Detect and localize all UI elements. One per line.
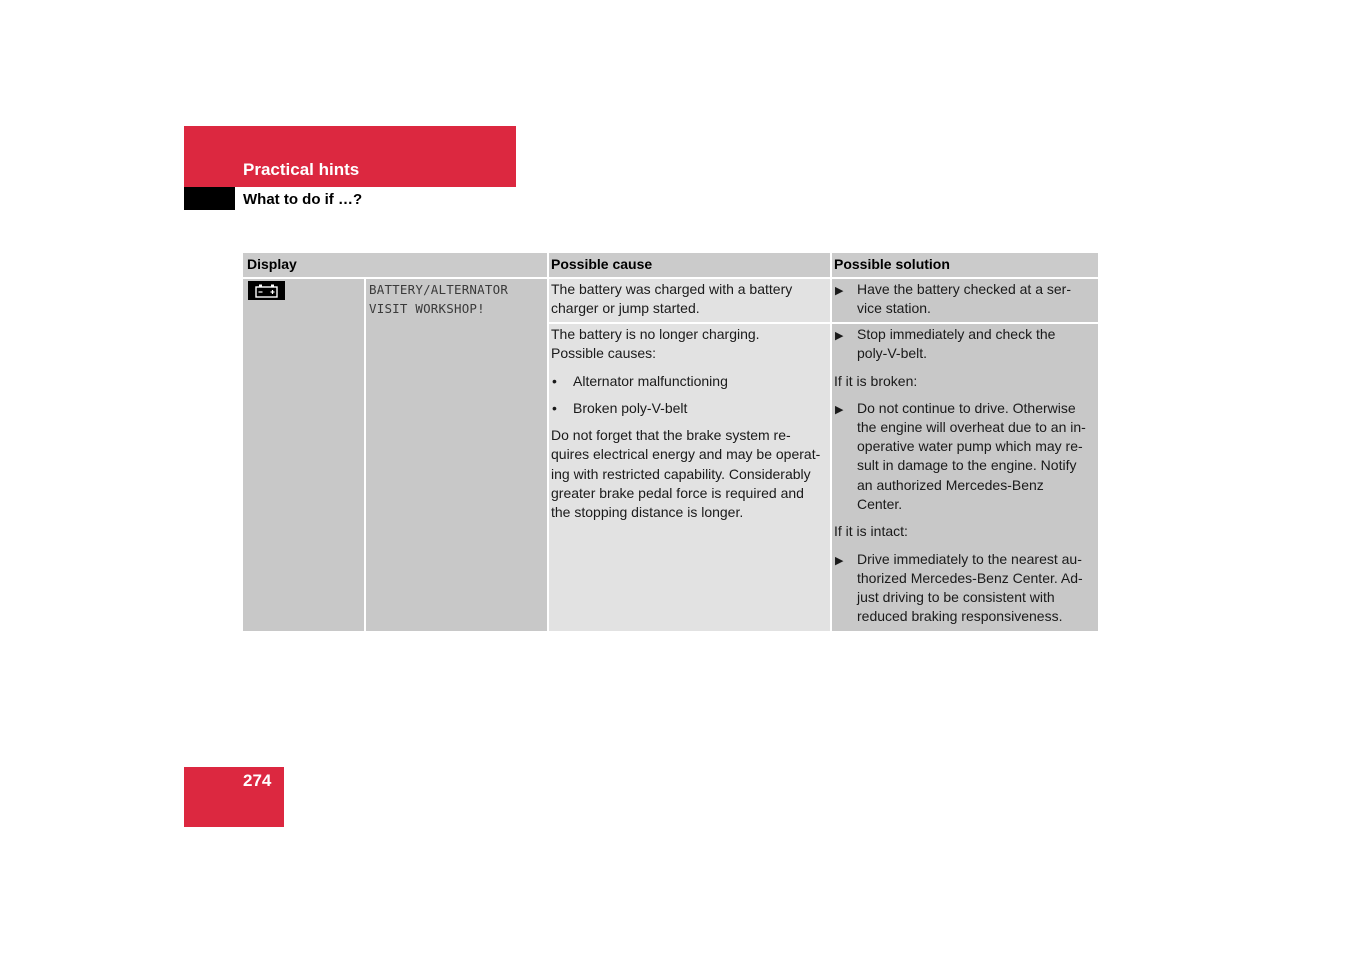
solution-text: Center. [857, 496, 903, 512]
solution-text: Drive immediately to the nearest au- [857, 551, 1082, 567]
subsection-title: What to do if …? [243, 191, 363, 208]
display-message-cell [366, 279, 547, 631]
cause-text: Possible causes: [551, 345, 657, 361]
solution-text: the engine will overheat due to an in- [857, 419, 1086, 435]
solution-text: operative water pump which may re- [857, 438, 1083, 454]
subsection-marker [184, 187, 235, 210]
cause-text: charger or jump started. [551, 300, 700, 316]
header-divider [547, 253, 549, 277]
cause-note-text: greater brake pedal force is required and [551, 485, 804, 501]
column-header-display: Display [247, 256, 297, 272]
step-arrow-icon: ▶ [835, 555, 844, 567]
cause-text: The battery was charged with a battery [551, 281, 793, 297]
cause-note-text: Do not forget that the brake system re- [551, 427, 791, 443]
solution-text: thorized Mercedes-Benz Center. Ad- [857, 570, 1083, 586]
solution-text: poly-V-belt. [857, 345, 928, 361]
display-icon-cell [243, 279, 364, 631]
solution-text: reduced braking responsiveness. [857, 608, 1063, 624]
row-divider [549, 322, 1098, 324]
section-title: Practical hints [243, 160, 360, 179]
solution-text: an authorized Mercedes-Benz [857, 477, 1044, 493]
cause-note-text: the stopping distance is longer. [551, 504, 744, 520]
column-header-cause: Possible cause [551, 256, 653, 272]
troubleshooting-table [243, 253, 1098, 631]
cause-bullet-text: Alternator malfunctioning [573, 373, 728, 389]
column-divider [830, 277, 832, 631]
solution-text: Stop immediately and check the [857, 326, 1056, 342]
condition-text: If it is intact: [834, 523, 908, 539]
cause-text: The battery is no longer charging. [551, 326, 760, 342]
step-arrow-icon: ▶ [835, 330, 844, 342]
step-arrow-icon: ▶ [835, 404, 844, 416]
display-message-line: VISIT WORKSHOP! [369, 301, 485, 316]
page-number: 274 [243, 771, 272, 790]
cause-note-text: ing with restricted capability. Considerably [551, 466, 811, 482]
battery-icon [248, 281, 285, 300]
solution-text: vice station. [857, 300, 931, 316]
column-header-solution: Possible solution [834, 256, 950, 272]
solution-text: just driving to be consistent with [857, 589, 1055, 605]
solution-text: Do not continue to drive. Otherwise [857, 400, 1076, 416]
header-divider [830, 253, 832, 277]
step-arrow-icon: ▶ [835, 285, 844, 297]
condition-text: If it is broken: [834, 373, 918, 389]
table-header [243, 253, 1098, 277]
solution-text: sult in damage to the engine. Notify [857, 457, 1077, 473]
cause-bullet-text: Broken poly-V-belt [573, 400, 688, 416]
cause-note-text: quires electrical energy and may be operat- [551, 446, 821, 462]
bullet-icon: • [552, 400, 557, 416]
display-message-line: BATTERY/ALTERNATOR [369, 282, 509, 297]
bullet-icon: • [552, 373, 557, 389]
column-divider [547, 277, 549, 631]
solution-text: Have the battery checked at a ser- [857, 281, 1071, 297]
